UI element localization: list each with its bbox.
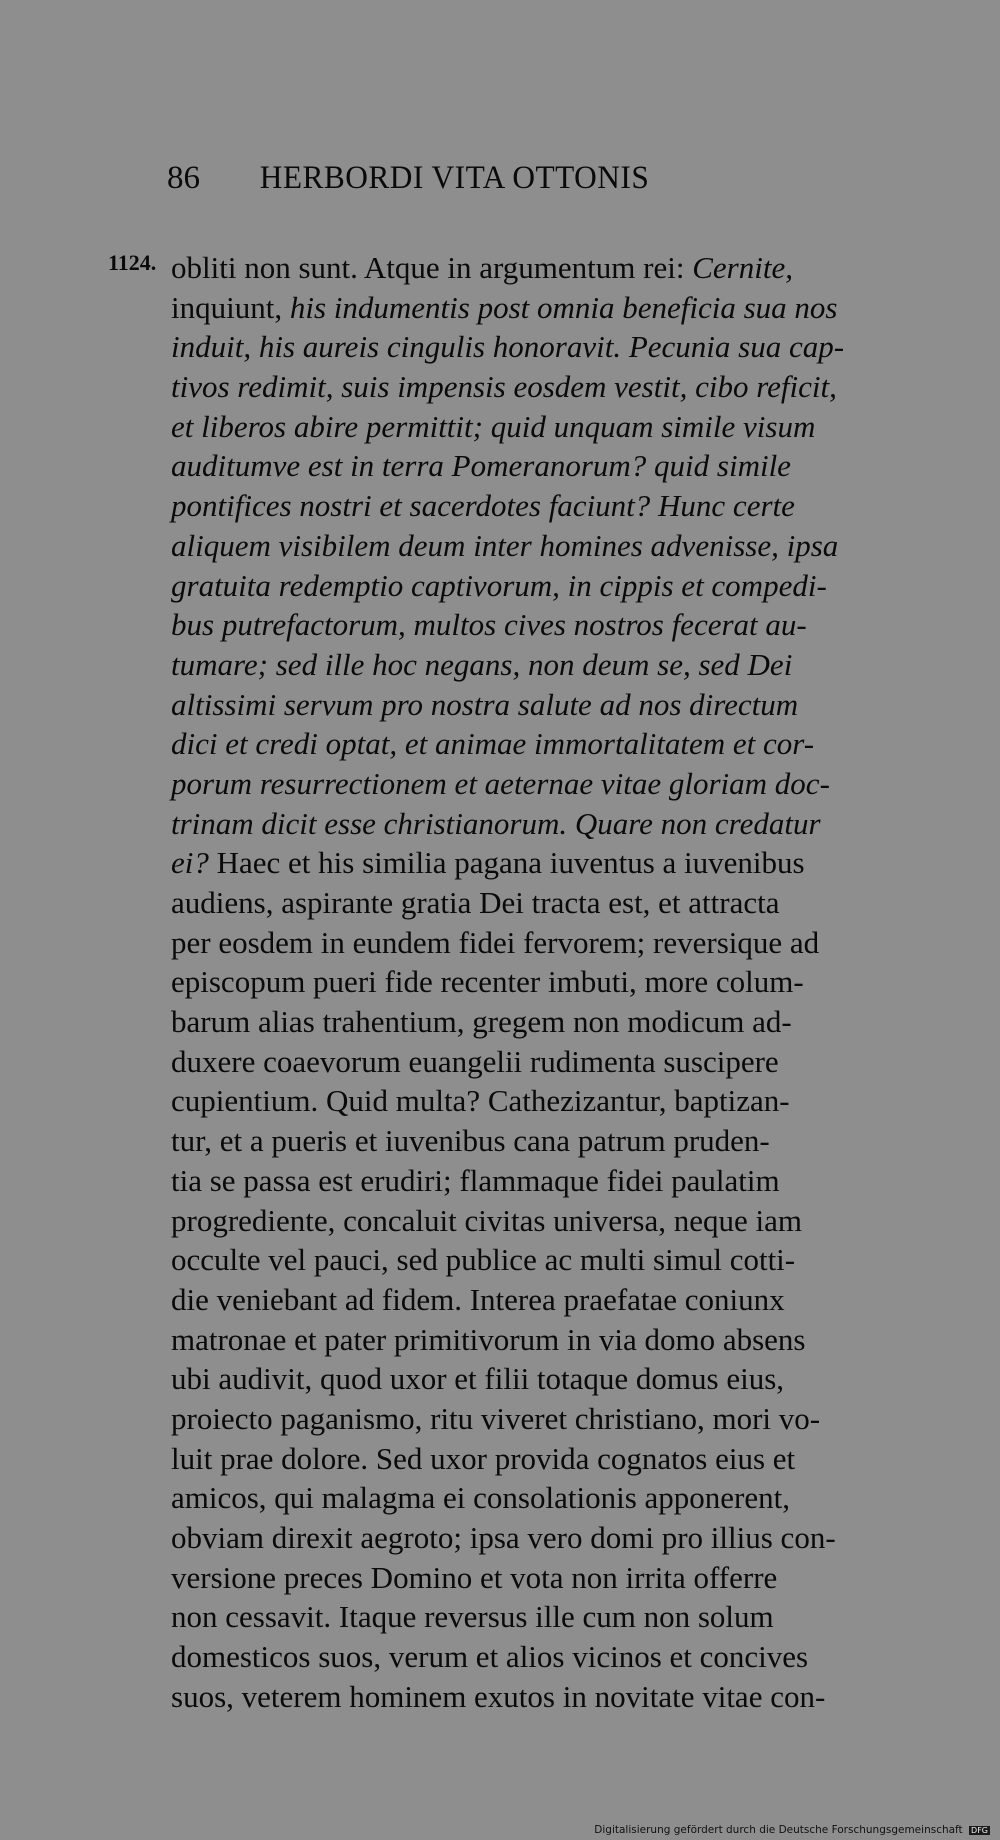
text-line [171, 804, 906, 844]
text-segment: dici et credi optat, et animae immortalitatem et cor- [171, 726, 815, 762]
text-segment: luit prae dolore. Sed uxor provida cognatos eius et [171, 1440, 796, 1476]
text-line [171, 1081, 906, 1121]
text-line [171, 883, 906, 923]
text-segment: ubi audivit, quod uxor et filii totaque domus eius, [171, 1361, 785, 1397]
page-header [167, 160, 742, 204]
text-segment: bus putrefactorum, multos cives nostros fecerat au- [171, 607, 807, 643]
text-line [171, 367, 906, 407]
text-segment: proiecto paganismo, ritu viveret christiano, mori vo- [171, 1400, 821, 1436]
text-line [171, 566, 906, 606]
running-title: HERBORDI VITA OTTONIS [259, 160, 650, 196]
text-line [171, 288, 906, 328]
text-segment: amicos, qui malagma ei consolationis apponerent, [171, 1480, 790, 1516]
text-segment: duxere coaevorum euangelii rudimenta suscipere [171, 1043, 779, 1079]
text-line [171, 1478, 906, 1518]
text-line [171, 1161, 906, 1201]
text-segment: non cessavit. Itaque reversus ille cum non solum [171, 1599, 774, 1635]
text-segment: cupientium. Quid multa? Cathezizantur, baptizan- [171, 1083, 790, 1119]
text-line [171, 1399, 906, 1439]
text-segment: progrediente, concaluit civitas universa, neque iam [171, 1202, 802, 1238]
text-segment: tumare; sed ille hoc negans, non deum se, sed Dei [171, 646, 793, 682]
text-segment: tivos redimit, suis impensis eosdem vestit, cibo reficit, [171, 369, 837, 405]
footer-credit [594, 1824, 990, 1836]
text-segment: audiens, aspirante gratia Dei tracta est, et attracta [171, 885, 780, 920]
body-text [171, 248, 906, 1716]
text-line [171, 407, 906, 447]
text-line [171, 1042, 906, 1082]
text-line [171, 1201, 906, 1241]
text-segment: aliquem visibilem deum inter homines advenisse, ipsa [171, 527, 839, 563]
text-segment: Haec et his similia pagana iuventus a iuvenibus [208, 845, 805, 881]
text-segment: matronae et pater primitivorum in via domo absens [171, 1321, 806, 1357]
text-segment: Cernite, [692, 250, 793, 285]
text-line [171, 1320, 906, 1360]
text-line [171, 1439, 906, 1479]
page-number: 86 [167, 160, 200, 196]
text-line [171, 1240, 906, 1280]
text-segment: altissimi servum pro nostra salute ad nos directum [171, 686, 799, 722]
text-segment: tia se passa est erudiri; flammaque fidei paulatim [171, 1162, 780, 1198]
text-line [171, 486, 906, 526]
text-segment: auditumve est in terra Pomeranorum? quid simile [171, 448, 791, 484]
text-segment: induit, his aureis cingulis honoravit. Pecunia sua cap- [171, 329, 845, 365]
text-segment: et liberos abire permittit; quid unquam simile visum [171, 408, 816, 444]
text-line [171, 526, 906, 566]
text-line [171, 1518, 906, 1558]
text-line [171, 1677, 906, 1717]
dfg-logo: DFG [971, 1825, 988, 1835]
margin-year-note: 1124. [108, 250, 157, 275]
text-line [171, 605, 906, 645]
text-segment: domesticos suos, verum et alios vicinos et concives [171, 1639, 809, 1675]
text-line [171, 248, 906, 288]
text-segment: per eosdem in eundem fidei fervorem; reversique ad [171, 924, 820, 960]
text-segment: suos, veterem hominem exutos in novitate vitae con- [171, 1678, 826, 1714]
text-line [171, 923, 906, 963]
text-line [171, 1121, 906, 1161]
text-line [171, 327, 906, 367]
text-segment: obviam direxit aegroto; ipsa vero domi pro illius con- [171, 1520, 836, 1555]
text-line [171, 645, 906, 685]
text-line [171, 1558, 906, 1598]
text-segment: porum resurrectionem et aeternae vitae gloriam doc- [171, 765, 830, 801]
text-line [171, 1280, 906, 1320]
text-segment: barum alias trahentium, gregem non modicum ad- [171, 1004, 792, 1040]
text-segment: obliti non sunt. Atque in argumentum rei: [171, 250, 693, 285]
text-line [171, 764, 906, 804]
footer-text: Digitalisierung gefördert durch die Deutsche Forschungsgemeinschaft [594, 1824, 963, 1836]
text-segment: inquiunt, [171, 289, 290, 325]
text-segment: ei? [171, 845, 209, 881]
text-line [171, 685, 906, 725]
text-line [171, 1597, 906, 1637]
text-segment: gratuita redemptio captivorum, in cippis et compedi- [171, 567, 827, 603]
text-segment: his indumentis post omnia beneficia sua nos [289, 289, 838, 325]
text-segment: versione preces Domino et vota non irrita offerre [171, 1559, 778, 1595]
text-line [171, 962, 906, 1002]
text-segment: tur, et a pueris et iuvenibus cana patrum pruden- [171, 1123, 770, 1159]
text-line [171, 1359, 906, 1399]
text-segment: trinam dicit esse christianorum. Quare non credatur [171, 805, 821, 841]
text-segment: die veniebant ad fidem. Interea praefatae coniunx [171, 1281, 785, 1317]
text-line [171, 1637, 906, 1677]
text-segment: occulte vel pauci, sed publice ac multi simul cotti- [171, 1242, 796, 1278]
text-line [171, 446, 906, 486]
text-segment: episcopum pueri fide recenter imbuti, more colum- [171, 964, 804, 1000]
text-segment: pontifices nostri et sacerdotes faciunt? Hunc certe [171, 488, 795, 524]
text-line [171, 724, 906, 764]
text-line [171, 843, 906, 883]
text-line [171, 1002, 906, 1042]
